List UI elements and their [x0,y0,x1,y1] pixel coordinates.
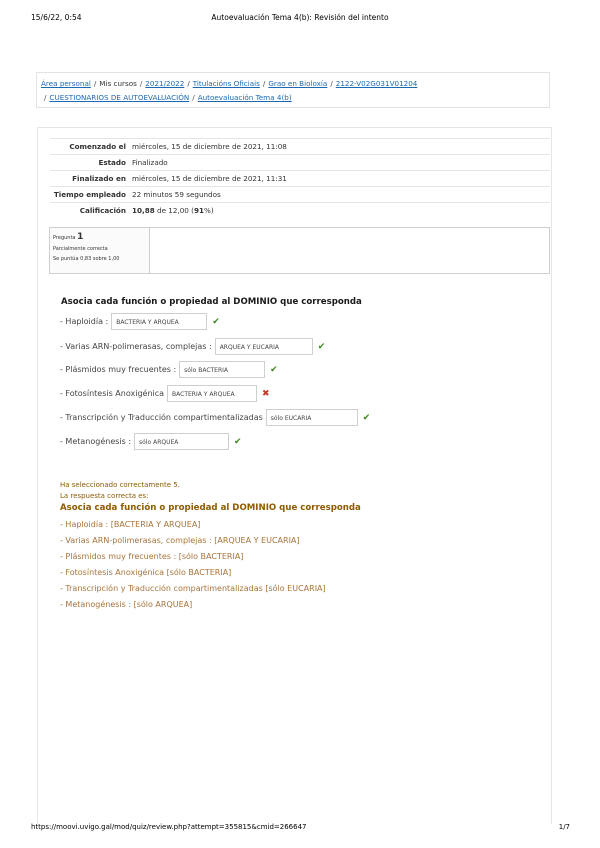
feedback-prompt: Asocia cada función o propiedad al DOMINIO que corresponda [60,503,361,513]
print-url: https://moovi.uvigo.gal/mod/quiz/review.php?attempt=355815&cmid=266647 [31,823,307,831]
breadcrumb-mis-cursos: Mis cursos [99,79,137,88]
feedback-answer: - Transcripción y Traducción compartimentalizadas [sólo EUCARIA] [60,584,326,593]
match-row: - Fotosíntesis Anoxigénica BACTERIA Y ARQUEA ✖ [60,385,270,402]
question-prompt: Asocia cada función o propiedad al DOMINIO que corresponda [61,297,362,307]
question-number: 1 [77,232,84,242]
feedback-answer: - Haploidía : [BACTERIA Y ARQUEA] [60,520,201,529]
print-title: Autoevaluación Tema 4(b): Revisión del intento [211,13,389,22]
answer-select[interactable]: sólo BACTERIA [179,361,265,378]
cross-icon: ✖ [262,388,270,399]
check-icon: ✔ [270,364,278,375]
summary-row: Estado Finalizado [50,155,550,171]
match-row: - Plásmidos muy frecuentes : sólo BACTERIA ✔ [60,361,278,378]
question-frame [150,227,550,274]
breadcrumb-quiz[interactable]: Autoevaluación Tema 4(b) [197,93,292,102]
question-score: Se puntúa 0,83 sobre 1,00 [53,256,120,262]
feedback-correct-is: La respuesta correcta es: [60,492,149,500]
summary-row: Tiempo empleado 22 minutos 59 segundos [50,187,550,203]
feedback-answer: - Plásmidos muy frecuentes : [sólo BACTERIA] [60,552,244,561]
breadcrumb-area-personal[interactable]: Área personal [41,79,91,88]
breadcrumb-course[interactable]: 2122-V02G031V01204 [335,79,418,88]
answer-select[interactable]: ARQUEA Y EUCARIA [215,338,313,355]
breadcrumb-titulaciones[interactable]: Titulacións Oficiais [192,79,260,88]
answer-select[interactable]: sólo ARQUEA [134,433,229,450]
match-row: - Varias ARN-polimerasas, complejas : ARQUEA Y EUCARIA ✔ [60,338,325,355]
check-icon: ✔ [362,412,371,423]
summary-row: Comenzado el miércoles, 15 de diciembre de 2021, 11:08 [50,139,550,155]
feedback-answer: - Fotosíntesis Anoxigénica [sólo BACTERIA] [60,568,232,577]
print-datetime: 15/6/22, 0:54 [31,13,82,22]
feedback-answer: - Varias ARN-polimerasas, complejas : [ARQUEA Y EUCARIA] [60,536,300,545]
print-page-number: 1/7 [558,823,570,831]
question-state: Parcialmente correcta [53,246,108,252]
match-row: - Haploidía : BACTERIA Y ARQUEA ✔ [60,313,220,330]
breadcrumb-cuestionarios[interactable]: CUESTIONARIOS DE AUTOEVALUACIÓN [49,93,190,102]
answer-select[interactable]: BACTERIA Y ARQUEA [167,385,257,402]
check-icon: ✔ [212,316,220,327]
summary-row: Finalizado en miércoles, 15 de diciembre de 2021, 11:31 [50,171,550,187]
match-row: - Metanogénesis : sólo ARQUEA ✔ [60,433,242,450]
breadcrumb: Área personal / Mis cursos / 2021/2022 / Titulacións Oficiais / Grao en Bioloxía / 2122-V02G031V01204 / CUESTIONARIOS DE AUTOEVALUACIÓN / Autoevaluación Tema 4(b) [36,72,550,108]
match-row: - Transcripción y Traducción compartimentalizadas sólo EUCARIA ✔ [60,409,370,426]
feedback-answer: - Metanogénesis : [sólo ARQUEA] [60,600,193,609]
check-icon: ✔ [317,341,326,352]
answer-select[interactable]: sólo EUCARIA [266,409,358,426]
breadcrumb-grado[interactable]: Grao en Bioloxía [268,79,328,88]
check-icon: ✔ [234,436,242,447]
attempt-summary-table [50,138,550,218]
breadcrumb-year[interactable]: 2021/2022 [145,79,185,88]
summary-row-grade: Calificación 10,88 de 12,00 (91%) [50,203,550,219]
answer-select[interactable]: BACTERIA Y ARQUEA [111,313,207,330]
feedback-selected: Ha seleccionado correctamente 5. [60,481,180,489]
question-info: Pregunta 1 Parcialmente correcta Se puntúa 0,83 sobre 1,00 [49,227,150,274]
